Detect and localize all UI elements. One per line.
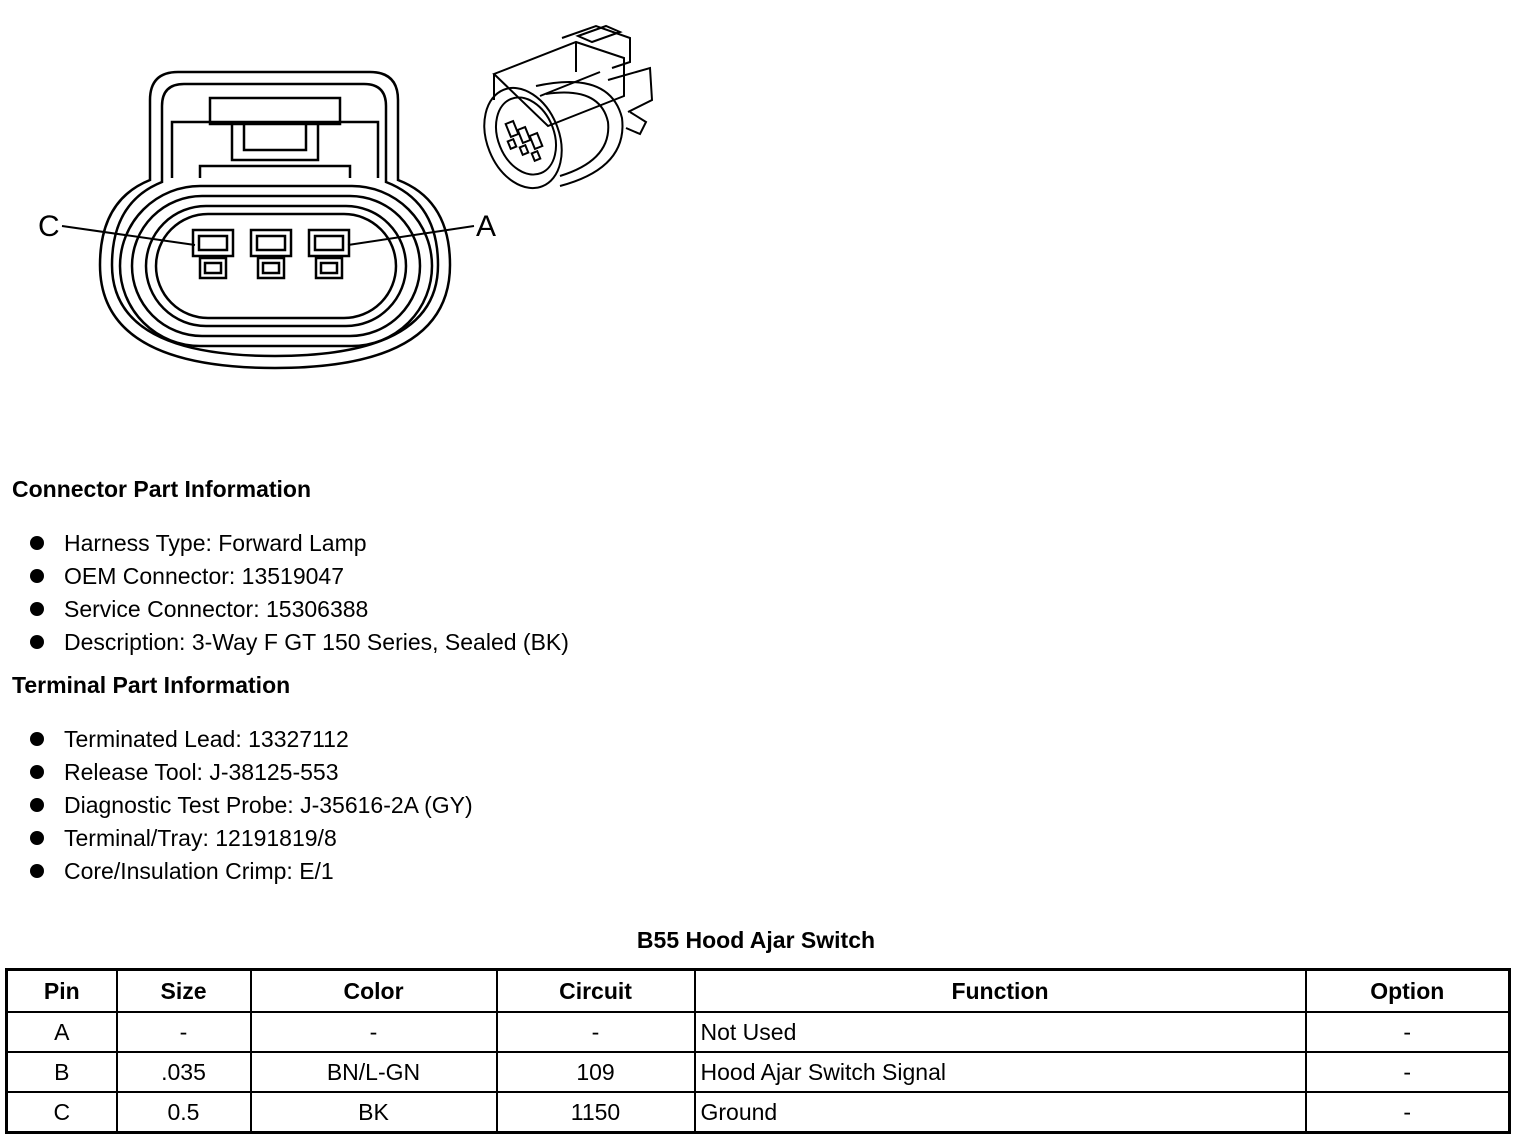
list-item: Terminal/Tray: 12191819/8 [28, 822, 473, 855]
column-header-option: Option [1306, 970, 1510, 1013]
cell-function: Not Used [695, 1012, 1306, 1052]
cell-function: Ground [695, 1092, 1306, 1133]
pin-label-c: C [38, 210, 60, 243]
connector-latch [172, 98, 378, 178]
table-row [7, 1092, 1510, 1133]
leader-line-a [348, 226, 474, 245]
cell-pin: B [7, 1052, 117, 1092]
table-row [7, 1052, 1510, 1092]
cell-size: .035 [117, 1052, 251, 1092]
cell-circuit: 1150 [497, 1092, 695, 1133]
bullet-icon [30, 831, 44, 845]
bullet-icon [30, 569, 44, 583]
pin-table [5, 968, 1511, 1134]
column-header-function: Function [695, 970, 1306, 1013]
table-header-row [7, 970, 1510, 1013]
table-row [7, 1012, 1510, 1052]
list-item: Diagnostic Test Probe: J-35616-2A (GY) [28, 789, 473, 822]
cell-pin: A [7, 1012, 117, 1052]
cell-option: - [1306, 1092, 1510, 1133]
list-item: Release Tool: J-38125-553 [28, 756, 473, 789]
bullet-icon [30, 798, 44, 812]
list-item: OEM Connector: 13519047 [28, 560, 569, 593]
cell-function: Hood Ajar Switch Signal [695, 1052, 1306, 1092]
column-header-color: Color [251, 970, 497, 1013]
list-item: Service Connector: 15306388 [28, 593, 569, 626]
pin-table-title: B55 Hood Ajar Switch [636, 927, 876, 953]
connector-info-heading: Connector Part Information [12, 476, 312, 502]
column-header-circuit: Circuit [497, 970, 695, 1013]
connector-drawing [0, 0, 700, 440]
connector-seal-ring [120, 186, 432, 346]
cell-option: - [1306, 1052, 1510, 1092]
cell-option: - [1306, 1012, 1510, 1052]
list-item: Description: 3-Way F GT 150 Series, Sealed (BK) [28, 626, 569, 659]
list-item: Terminated Lead: 13327112 [28, 723, 473, 756]
terminal-info-list [28, 723, 473, 888]
bullet-icon [30, 536, 44, 550]
cell-size: - [117, 1012, 251, 1052]
cell-color: BK [251, 1092, 497, 1133]
cell-size: 0.5 [117, 1092, 251, 1133]
bullet-icon [30, 602, 44, 616]
list-item: Harness Type: Forward Lamp [28, 527, 569, 560]
column-header-size: Size [117, 970, 251, 1013]
bullet-icon [30, 864, 44, 878]
connector-housing-outline [100, 72, 450, 368]
cell-color: - [251, 1012, 497, 1052]
cell-color: BN/L-GN [251, 1052, 497, 1092]
pin-label-a: A [476, 210, 497, 243]
cell-pin: C [7, 1092, 117, 1133]
list-item: Core/Insulation Crimp: E/1 [28, 855, 473, 888]
column-header-pin: Pin [7, 970, 117, 1013]
terminal-info-heading: Terminal Part Information [12, 672, 291, 698]
connector-isometric-illustration [470, 26, 652, 200]
bullet-icon [30, 635, 44, 649]
bullet-icon [30, 765, 44, 779]
terminal-cavities [193, 230, 349, 278]
bullet-icon [30, 732, 44, 746]
cell-circuit: - [497, 1012, 695, 1052]
cell-circuit: 109 [497, 1052, 695, 1092]
connector-info-list [28, 527, 569, 659]
